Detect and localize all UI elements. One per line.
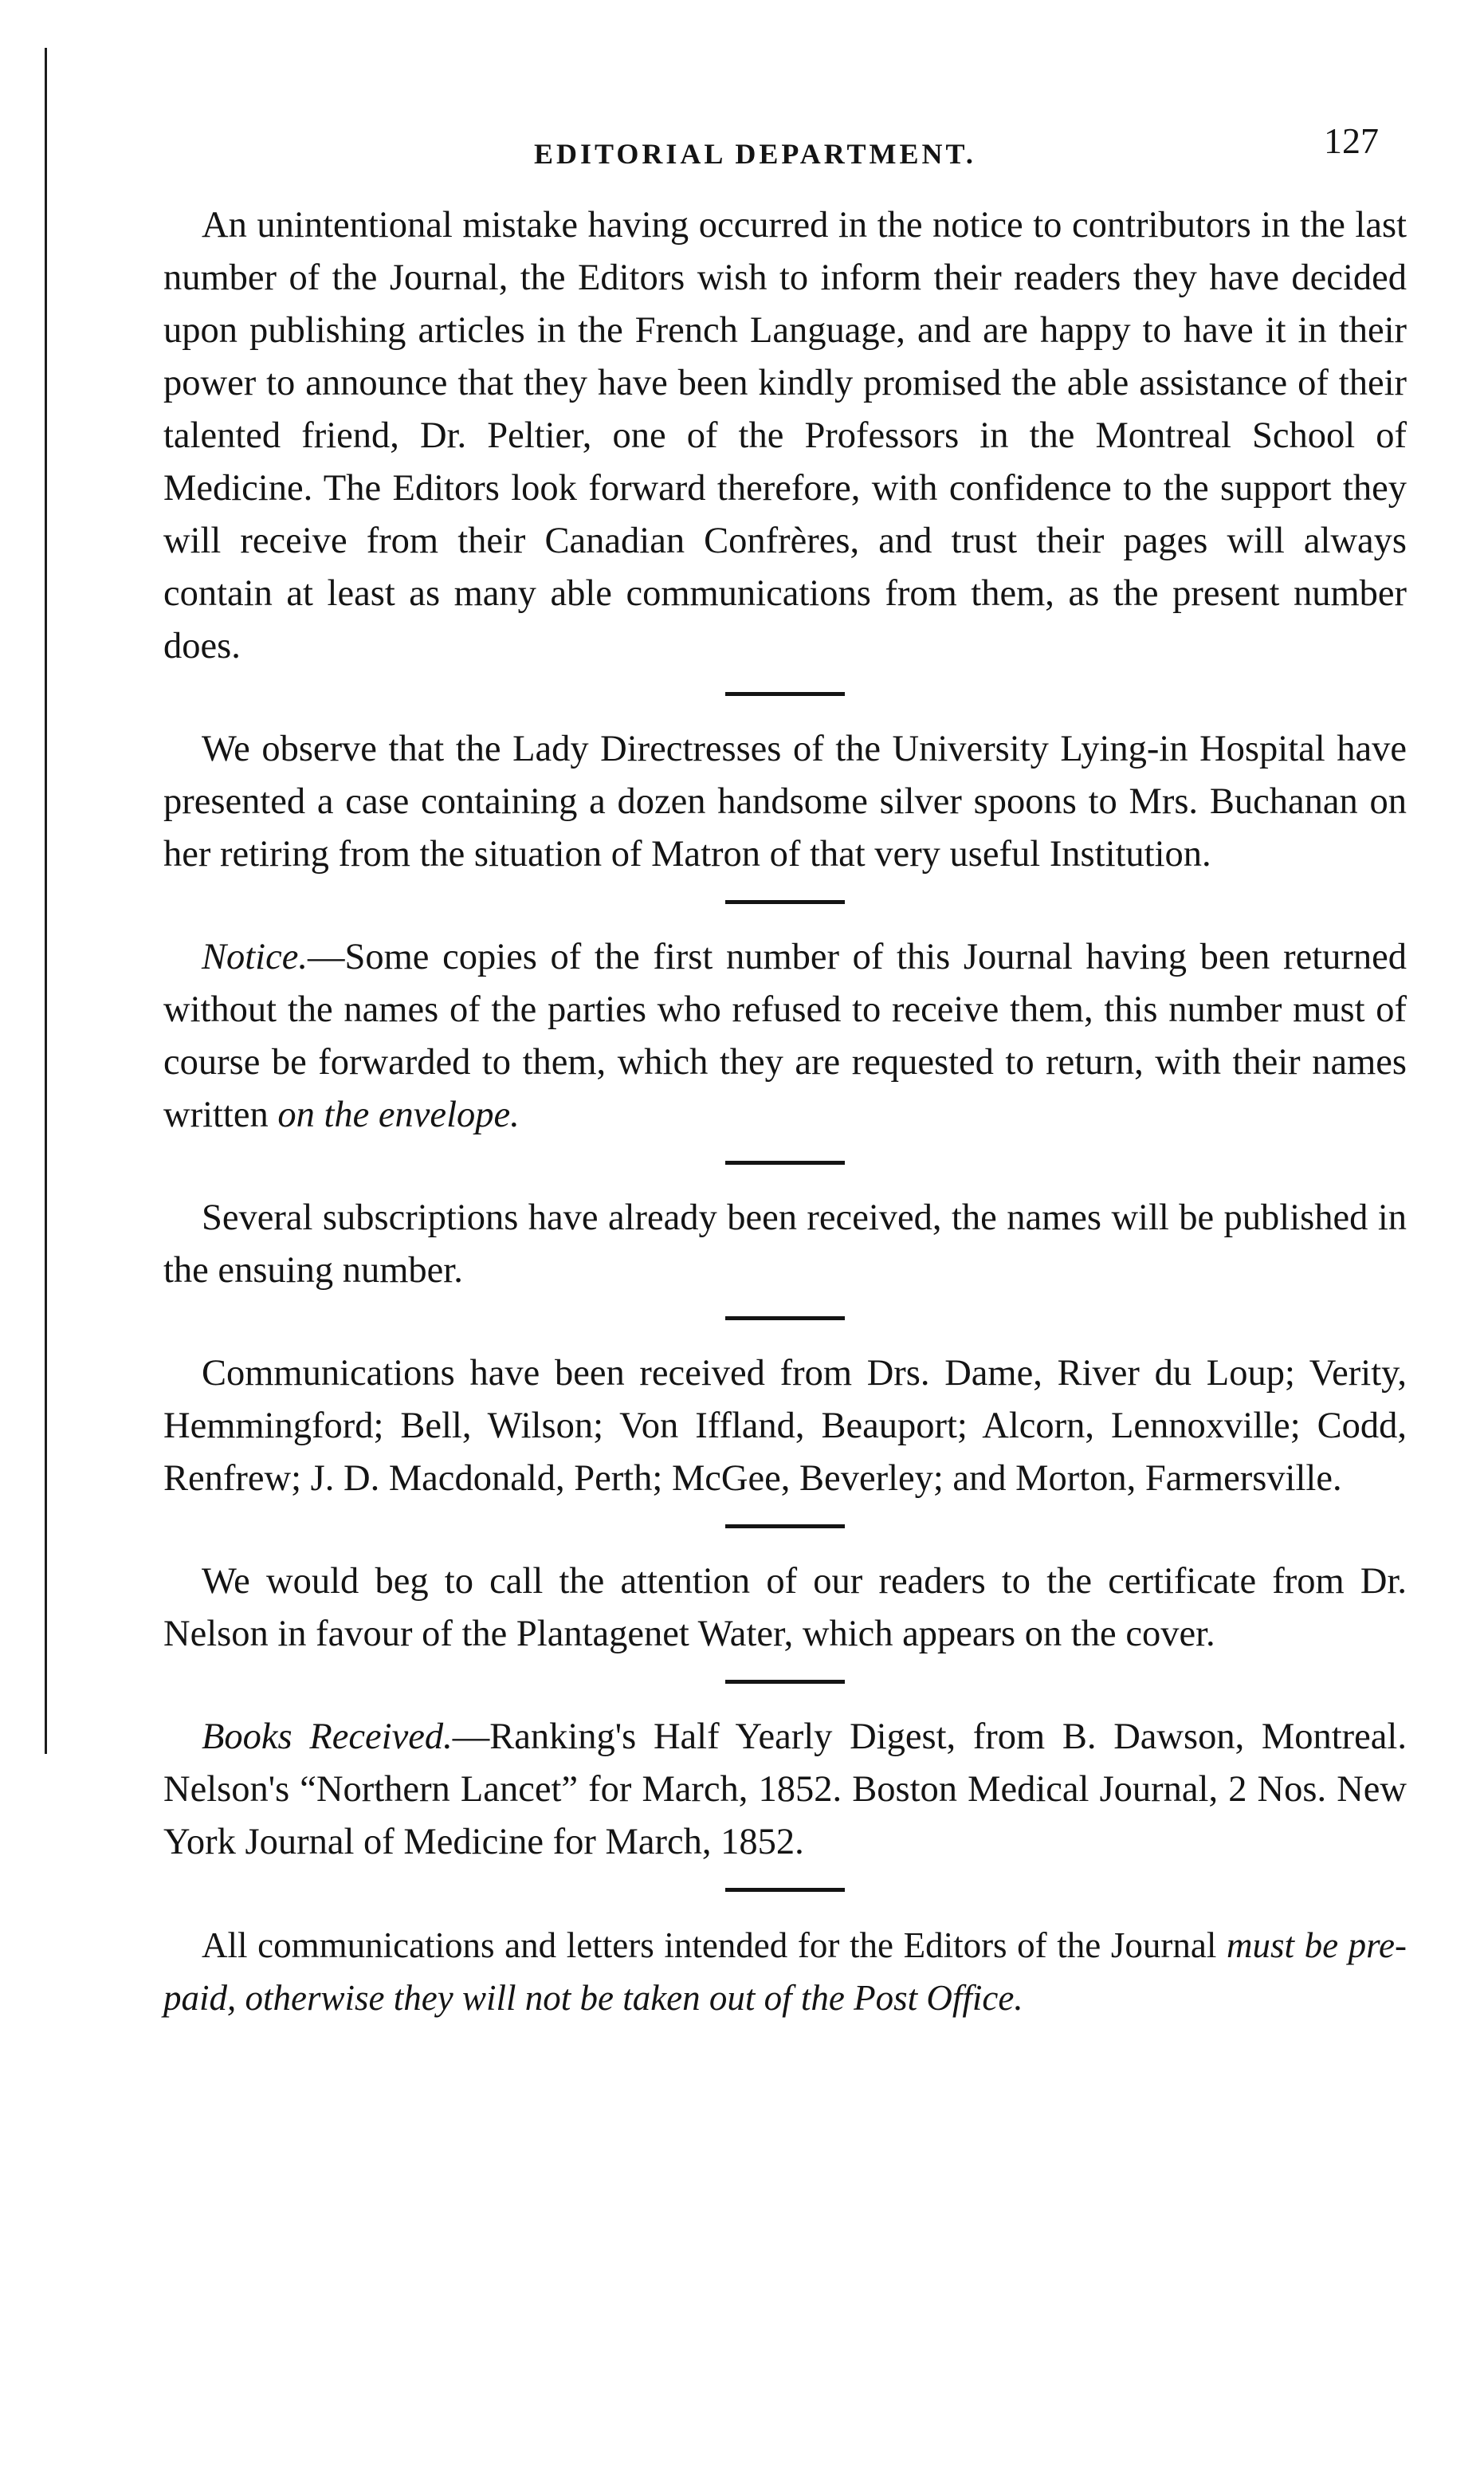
section-divider bbox=[725, 1161, 845, 1165]
running-head: EDITORIAL DEPARTMENT. bbox=[534, 138, 976, 170]
prepaid-italic: must be pre-paid, otherwise they will not be taken out of the Post Office. bbox=[163, 1925, 1407, 2018]
paragraph-communications: Communications have been received from Drs. Dame, River du Loup; Verity, Hemmingford; Bell, Wilson; Von Iffland, Beauport; Alcorn, Lennoxville; Codd, Renfrew; J. D. Macdonald, Perth; McGee, Beverley; and Morton, Farmersville. bbox=[163, 1353, 1407, 1499]
section-divider bbox=[725, 692, 845, 696]
section-divider bbox=[725, 900, 845, 904]
notice-text: —Some copies of the first number of this Journal having been returned without the names of the parties who refused to receive them, this number must of course be forwarded to them, which they are requested to return, with their names written bbox=[163, 937, 1407, 1135]
books-received-text: —Ranking's Half Yearly Digest, from B. Dawson, Montreal. Nelson's “Northern Lancet” for March, 1852. Boston Medical Journal, 2 Nos. New York Journal of Medicine for March, 1852. bbox=[163, 1716, 1407, 1862]
page-number: 127 bbox=[1324, 120, 1379, 161]
paragraph-plantagenet-water: We would beg to call the attention of our readers to the certificate from Dr. Nelson in favour of the Plantagenet Water, which appears on the cover. bbox=[163, 1561, 1407, 1654]
notice-italic: on the envelope. bbox=[277, 1095, 520, 1135]
paragraph-lady-directresses: We observe that the Lady Directresses of the University Lying-in Hospital have presented a case containing a dozen handsome silver spoons to Mrs. Buchanan on her retiring from the situation of Matron of that very useful Institution. bbox=[163, 729, 1407, 875]
page-edge-line bbox=[45, 48, 47, 1754]
paragraph-notice bbox=[163, 931, 1407, 1142]
books-received-lead: Books Received. bbox=[202, 1716, 453, 1757]
page-header bbox=[159, 120, 1403, 183]
prepaid-text: All communications and letters intended for the Editors of the Journal bbox=[202, 1925, 1227, 1965]
paragraph-subscriptions: Several subscriptions have already been received, the names will be published in the ensuing number. bbox=[163, 1197, 1407, 1291]
notice-lead: Notice. bbox=[202, 937, 308, 977]
section-divider bbox=[725, 1680, 845, 1684]
section-divider bbox=[725, 1524, 845, 1528]
paragraph-prepaid-notice bbox=[163, 1919, 1407, 2024]
section-divider bbox=[725, 1316, 845, 1320]
paragraph-books-received bbox=[163, 1711, 1407, 1869]
editorial-content bbox=[163, 199, 1407, 2024]
paragraph-french-articles: An unintentional mistake having occurred in the notice to contributors in the last number of the Journal, the Editors wish to inform their readers they have decided upon publishing articles in the French Language, and are happy to have it in their power to announce that they have been kindly promised the able assistance of their talented friend, Dr. Peltier, one of the Professors in the Montreal School of Medicine. The Editors look forward therefore, with confidence to the support they will receive from their Canadian Confrères, and trust their pages will always contain at least as many able communications from them, as the present number does. bbox=[163, 205, 1407, 666]
section-divider bbox=[725, 1888, 845, 1892]
